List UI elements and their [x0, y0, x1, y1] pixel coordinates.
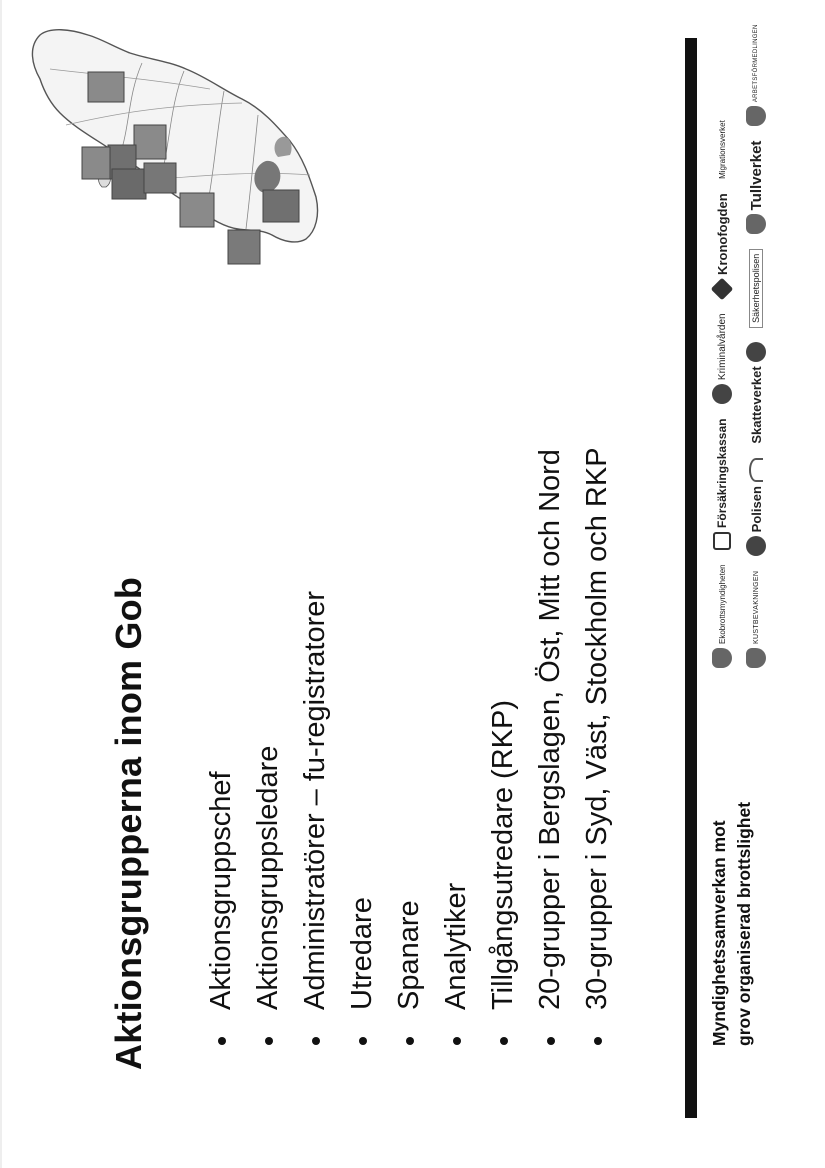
- logo-tullverket: Tullverket: [746, 141, 766, 235]
- wave-icon: [749, 458, 763, 482]
- region-square: [263, 190, 299, 222]
- logo-migrationsverket: Migrationsverket: [717, 120, 727, 179]
- region-square: [82, 147, 110, 179]
- slide-title: Aktionsgrupperna inom Gob: [108, 576, 149, 1070]
- logo-row-1: [712, 110, 742, 668]
- region-square: [112, 169, 146, 199]
- bullet-dot-icon: [547, 1037, 555, 1045]
- bullet-item: Aktionsgruppsledare: [245, 138, 292, 1018]
- footer-line-2: grov organiserad brottslighet: [734, 801, 754, 1046]
- region-square: [228, 230, 260, 264]
- bullet-dot-icon: [265, 1037, 273, 1045]
- logo-row-2: [746, 14, 776, 668]
- diamond-icon: [711, 278, 734, 301]
- crest-icon: [746, 214, 766, 234]
- bullet-dot-icon: [312, 1037, 320, 1045]
- bullet-dot-icon: [359, 1037, 367, 1045]
- logo-kronofogden: Kronofogden: [712, 193, 732, 299]
- logo-kustbevakningen: KUSTBEVAKNINGEN: [746, 571, 766, 668]
- bullet-item: Spanare: [386, 138, 433, 1018]
- footer-line-1: Myndighetssamverkan mot: [709, 820, 729, 1046]
- bullet-item: Utredare: [339, 138, 386, 1018]
- crest-icon: [746, 648, 766, 668]
- region-square: [144, 163, 176, 193]
- logo-skatteverket: Skatteverket: [746, 342, 766, 443]
- bullet-item: Tillgångsutredare (RKP): [480, 138, 527, 1018]
- footer-bar: [685, 38, 697, 1118]
- police-badge-icon: [746, 536, 766, 556]
- badge-icon: [746, 342, 766, 362]
- sweden-map-graphic: [10, 5, 325, 275]
- crown-crest-icon: [712, 648, 732, 668]
- region-square: [134, 125, 166, 159]
- logo-kriminalvarden: Kriminalvården: [712, 313, 732, 404]
- logo-arbetsformedlingen: ARBETSFÖRMEDLINGEN: [746, 24, 766, 126]
- bullet-dot-icon: [406, 1037, 414, 1045]
- bullet-dot-icon: [594, 1037, 602, 1045]
- bullet-dot-icon: [453, 1037, 461, 1045]
- bullet-dot-icon: [218, 1037, 226, 1045]
- logo-sakerhetspolisen: Säkerhetspolisen: [749, 249, 763, 328]
- shield-icon: [712, 384, 732, 404]
- crown-icon: [746, 106, 766, 126]
- sweden-map: [10, 5, 325, 275]
- bullet-item: Administratörer – fu-registratorer: [292, 138, 339, 1018]
- bullet-item: 20-grupper i Bergslagen, Öst, Mitt och Nord: [527, 138, 574, 1018]
- scan-edge: [0, 0, 2, 1168]
- logo-polisen: Polisen: [746, 458, 766, 556]
- bullet-item: 30-grupper i Syd, Väst, Stockholm och RKP: [574, 138, 621, 1018]
- logo-ekobrottsmyndigheten: Ekobrottsmyndigheten: [712, 564, 732, 668]
- footer-slogan: [707, 686, 757, 1046]
- fk-logo-icon: [713, 532, 731, 550]
- logo-forsakringskassan: Försäkringskassan: [713, 419, 731, 550]
- region-square: [88, 72, 124, 102]
- bullet-dot-icon: [500, 1037, 508, 1045]
- agency-logos: [706, 24, 786, 668]
- region-square: [180, 193, 214, 227]
- bullet-item: Analytiker: [433, 138, 480, 1018]
- bullet-item: Aktionsgruppschef: [198, 138, 245, 1018]
